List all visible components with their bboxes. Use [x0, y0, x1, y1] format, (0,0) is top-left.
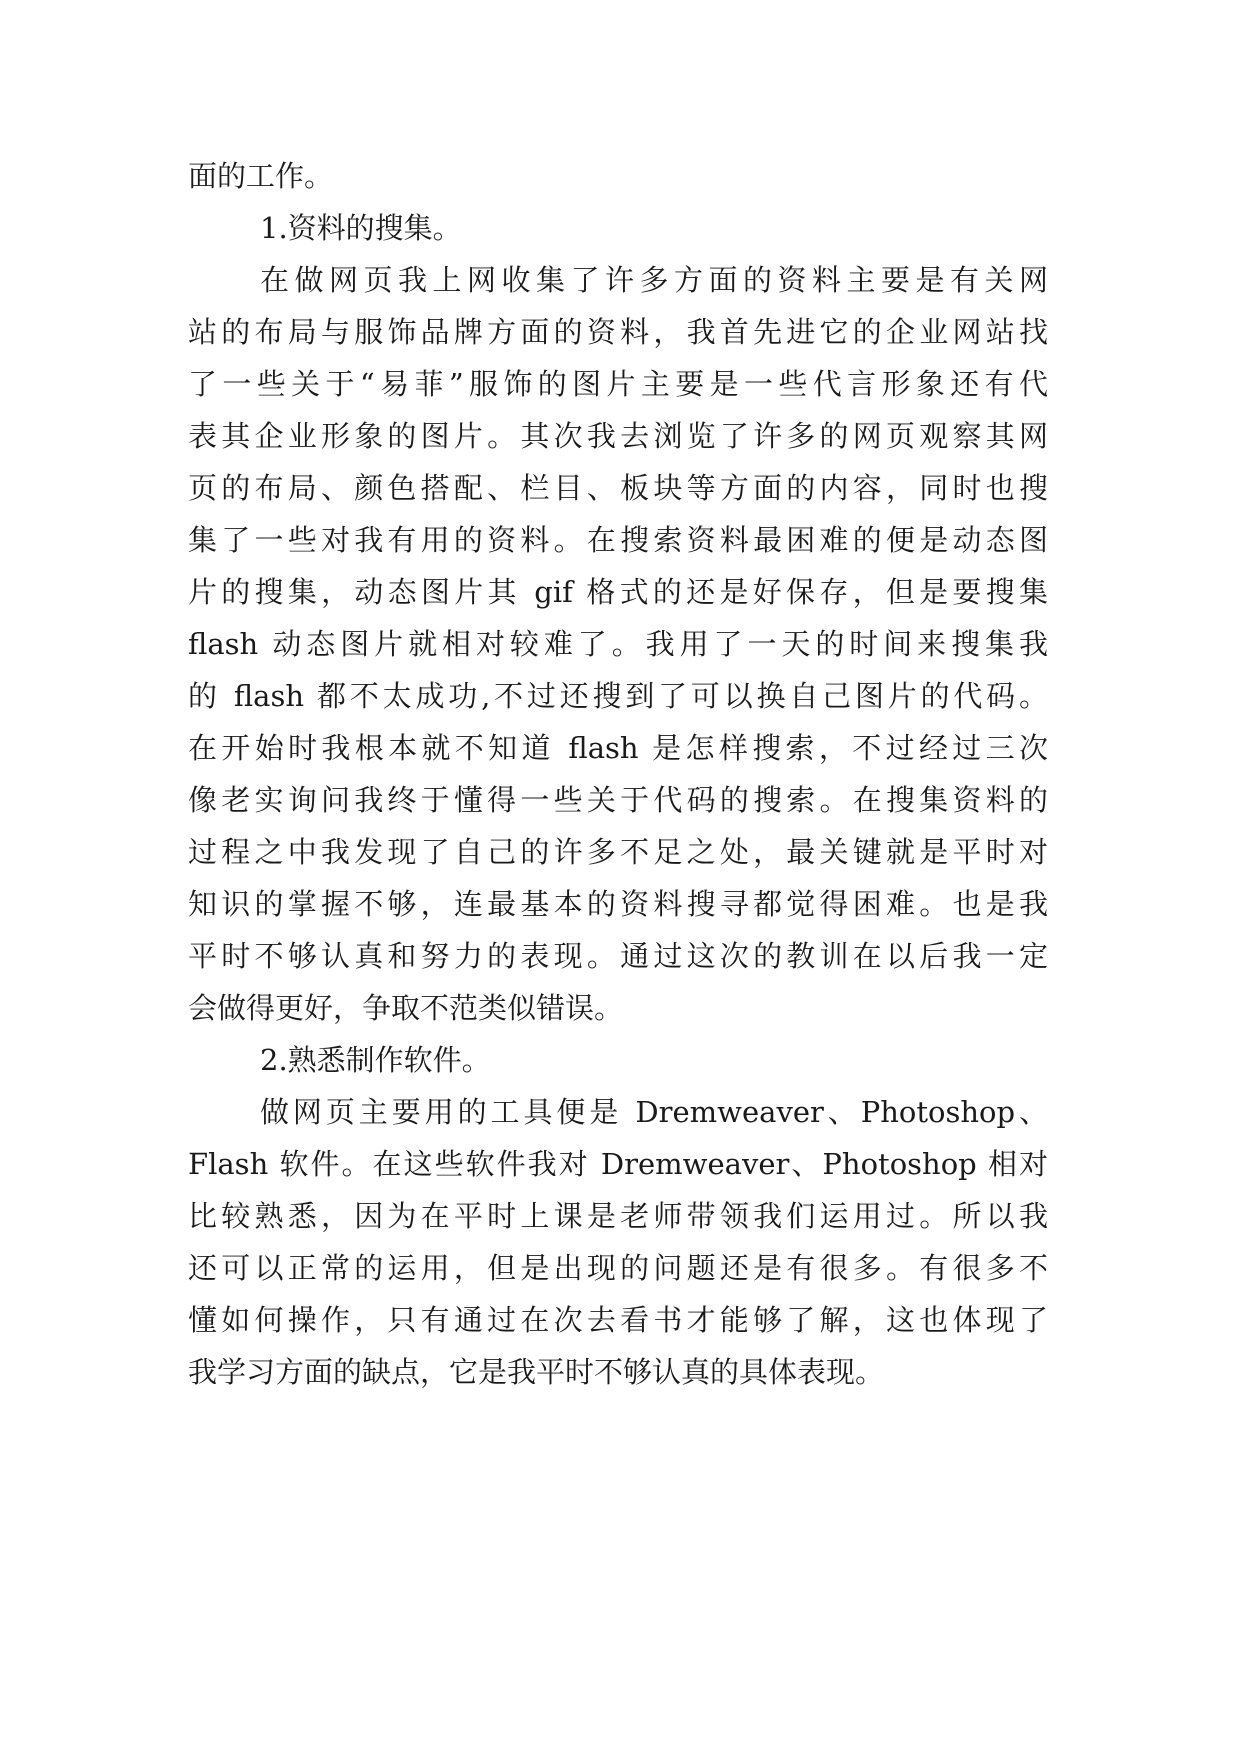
section1-heading: 1.资料的搜集。: [260, 211, 462, 245]
paragraph-line: 表其企业形象的图片。其次我去浏览了许多的网页观察其网: [188, 419, 1048, 453]
paragraph-line: 页的布局、颜色搭配、栏目、板块等方面的内容，同时也搜: [188, 471, 1048, 505]
paragraph-line: flash 动态图片就相对较难了。我用了一天的时间来搜集我: [188, 627, 1048, 661]
paragraph-line: 知识的掌握不够，连最基本的资料搜寻都觉得困难。也是我: [188, 887, 1048, 921]
paragraph-line: 集了一些对我有用的资料。在搜索资料最困难的便是动态图: [188, 523, 1048, 557]
section2-heading: 2.熟悉制作软件。: [260, 1043, 491, 1077]
paragraph-line: 比较熟悉，因为在平时上课是老师带领我们运用过。所以我: [188, 1199, 1048, 1233]
intro-tail-line: 面的工作。: [188, 159, 334, 193]
paragraph-line: 在开始时我根本就不知道 flash 是怎样搜索，不过经过三次: [188, 731, 1048, 765]
paragraph-line: 平时不够认真和努力的表现。通过这次的教训在以后我一定: [188, 939, 1048, 973]
paragraph-line: 做网页主要用的工具便是 Dremweaver、Photoshop、: [260, 1095, 1048, 1129]
paragraph-line: Flash 软件。在这些软件我对 Dremweaver、Photoshop 相对: [188, 1147, 1048, 1181]
paragraph-line: 像老实询问我终于懂得一些关于代码的搜索。在搜集资料的: [188, 783, 1048, 817]
paragraph-line: 还可以正常的运用，但是出现的问题还是有很多。有很多不: [188, 1251, 1048, 1285]
paragraph-line: 我学习方面的缺点，它是我平时不够认真的具体表现。: [188, 1355, 885, 1389]
paragraph-line: 了一些关于“易菲”服饰的图片主要是一些代言形象还有代: [188, 367, 1048, 401]
paragraph-line: 在做网页我上网收集了许多方面的资料主要是有关网: [260, 263, 1048, 297]
paragraph-line: 片的搜集，动态图片其 gif 格式的还是好保存，但是要搜集: [188, 575, 1048, 609]
paragraph-line: 站的布局与服饰品牌方面的资料，我首先进它的企业网站找: [188, 315, 1048, 349]
paragraph-line: 的 flash 都不太成功,不过还搜到了可以换自己图片的代码。: [188, 679, 1048, 713]
paragraph-line: 会做得更好，争取不范类似错误。: [188, 991, 624, 1025]
paragraph-line: 过程之中我发现了自己的许多不足之处，最关键就是平时对: [188, 835, 1048, 869]
paragraph-line: 懂如何操作，只有通过在次去看书才能够了解，这也体现了: [188, 1303, 1048, 1337]
